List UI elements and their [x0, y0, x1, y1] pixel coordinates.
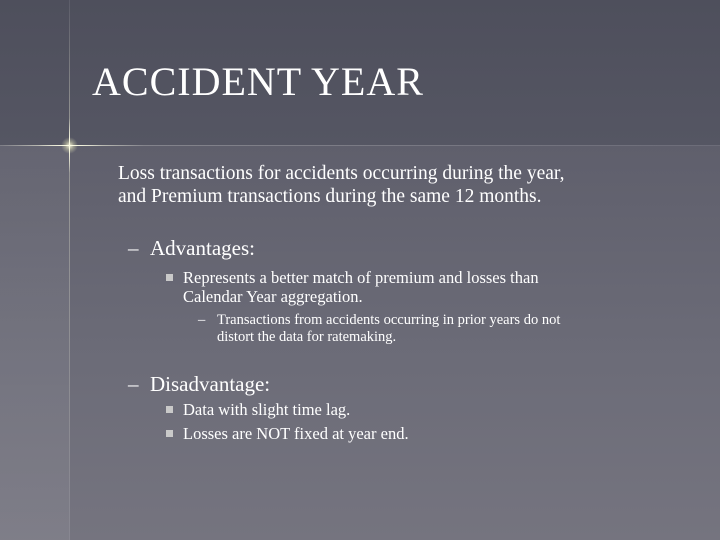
sub-item-line: distort the data for ratemaking.	[217, 329, 397, 345]
intro-line: Loss transactions for accidents occurring during the year,	[118, 163, 565, 184]
decorative-vertical-line	[69, 0, 70, 540]
bullet-line: Data with slight time lag.	[183, 400, 351, 419]
bullet-text	[183, 400, 683, 419]
intro-paragraph	[118, 162, 698, 208]
advantage-bullet	[166, 268, 696, 308]
square-bullet-icon	[166, 274, 173, 281]
advantages-section	[128, 235, 698, 345]
dash-marker: –	[128, 236, 139, 260]
bullet-line: Losses are NOT fixed at year end.	[183, 424, 409, 443]
bullet-text	[183, 268, 683, 306]
bullet-text	[183, 424, 683, 443]
advantages-label: Advantages:	[150, 236, 255, 260]
disadvantage-bullet	[166, 424, 696, 444]
background-left-strip	[0, 145, 70, 540]
decorative-horizontal-line	[0, 145, 720, 146]
bullet-line: Represents a better match of premium and losses than	[183, 268, 539, 287]
dash-marker: –	[198, 312, 206, 328]
disadvantage-section	[128, 371, 698, 443]
square-bullet-icon	[166, 406, 173, 413]
advantage-sub-item	[198, 312, 668, 348]
disadvantage-label: Disadvantage:	[150, 372, 271, 396]
slide-title: ACCIDENT YEAR	[92, 59, 424, 104]
disadvantage-bullet	[166, 400, 696, 420]
intro-line: and Premium transactions during the same 12 months.	[118, 186, 542, 207]
dash-marker: –	[128, 372, 139, 396]
disadvantage-heading	[128, 371, 698, 397]
bullet-line: Calendar Year aggregation.	[183, 287, 363, 306]
sparkle-ray-horizontal	[38, 145, 102, 146]
advantages-heading	[128, 235, 698, 261]
square-bullet-icon	[166, 430, 173, 437]
sub-item-line: Transactions from accidents occurring in prior years do not	[217, 312, 561, 328]
sub-item-text	[217, 312, 560, 346]
